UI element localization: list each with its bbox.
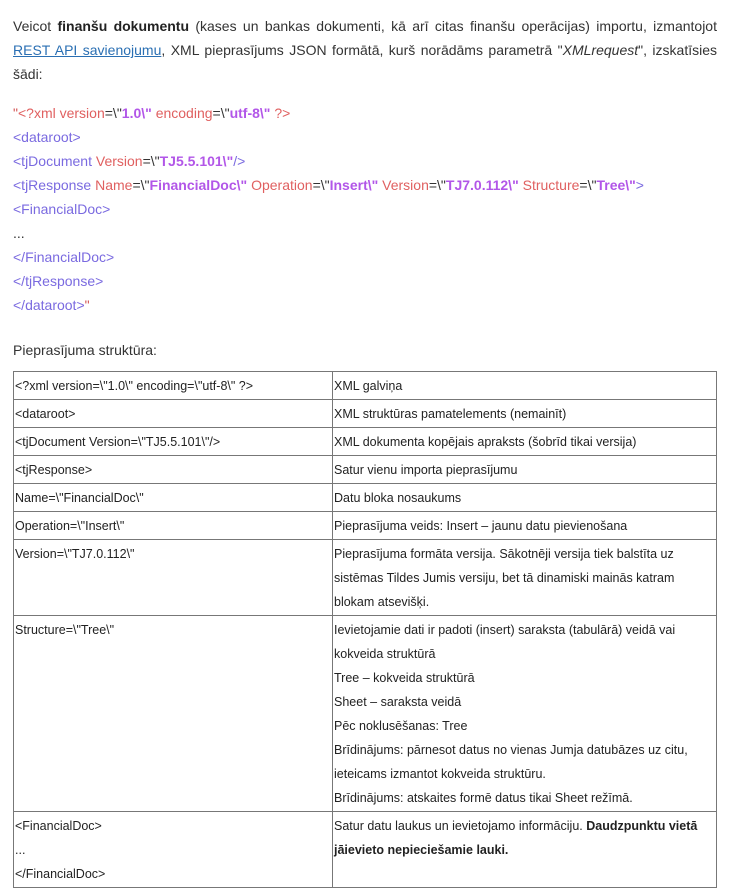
intro-text-2: (kases un bankas dokumenti, kā arī citas finanšu operācijas) importu, izmantojot [189,18,717,34]
intro-bold-financial-docs: finanšu dokumentu [57,18,190,34]
table-cell-key [14,428,333,456]
code-line-7: </FinancialDoc> [13,249,115,265]
intro-param-name: XMLrequest [562,42,639,58]
table-cell-key [14,400,333,428]
structure-subheading: Pieprasījuma struktūra: [13,342,157,358]
table-row [14,812,717,888]
description-line: kokveida struktūrā [334,647,436,661]
description-line: Brīdinājums: pārnesot datus no vienas Jumja datubāzes uz citu, [334,743,688,757]
key-line: <?xml version=\"1.0\" encoding=\"utf-8\" ?> [15,379,254,393]
code-line-4: <tjResponse Name=\"FinancialDoc\" Operation=\"Insert\" Version=\"TJ7.0.112\" Structure=\"Tree\"> [13,177,644,193]
key-line: Structure=\"Tree\" [15,623,115,637]
table-cell-key [14,456,333,484]
table-cell-key [14,812,333,888]
table-cell-description [333,400,717,428]
xml-code-block [13,101,717,317]
table-cell-description [333,812,717,888]
table-row [14,456,717,484]
table-cell-description [333,616,717,812]
intro-text-1: Veicot [13,18,58,34]
table-row [14,372,717,400]
table-cell-key [14,616,333,812]
description-line: ieteicams izmantot kokveida struktūru. [334,767,546,781]
table-row [14,428,717,456]
description-line: Datu bloka nosaukums [334,491,462,505]
key-line: <FinancialDoc> [15,819,102,833]
code-line-1: "<?xml version=\"1.0\" encoding=\"utf-8\" ?> [13,105,291,121]
key-line: Name=\"FinancialDoc\" [15,491,144,505]
table-cell-description [333,512,717,540]
table-row [14,512,717,540]
description-line: Pieprasījuma veids: Insert – jaunu datu pievienošana [334,519,628,533]
code-line-3: <tjDocument Version=\"TJ5.5.101\"/> [13,153,246,169]
description-line: Ievietojamie dati ir padoti (insert) saraksta (tabulārā) veidā vai [334,623,676,637]
description-line: Satur vienu importa pieprasījumu [334,463,518,477]
description-line: sistēmas Tildes Jumis versiju, bet tā dinamiski mainās katram [334,571,675,585]
key-line: Operation=\"Insert\" [15,519,125,533]
description-line: XML galviņa [334,379,403,393]
description-line: XML struktūras pamatelements (nemainīt) [334,407,567,421]
table-cell-description [333,456,717,484]
intro-text-3: , XML pieprasījums JSON formātā, kurš norādāms parametrā " [161,42,563,58]
table-cell-key [14,512,333,540]
table-row [14,540,717,616]
table-cell-key [14,372,333,400]
intro-paragraph [13,14,717,86]
description-bold-note: Daudzpunktu vietā jāievieto nepieciešamie lauki. [334,819,698,857]
description-line: Brīdinājums: atskaites formē datus tikai Sheet režīmā. [334,791,633,805]
table-cell-description [333,372,717,400]
table-cell-key [14,540,333,616]
key-line: </FinancialDoc> [15,867,106,881]
description-text: Satur datu laukus un ievietojamo informāciju. [334,819,587,833]
key-line: ... [15,843,26,857]
description-line: Tree – kokveida struktūrā [334,671,475,685]
description-line: Sheet – saraksta veidā [334,695,462,709]
key-line: <tjResponse> [15,463,93,477]
table-row [14,616,717,812]
intro-text-4: ", izskatīsies šādi: [13,42,718,82]
description-line: blokam atsevišķi. [334,595,430,609]
table-cell-description [333,428,717,456]
structure-table [13,371,717,888]
code-line-6: ... [13,225,25,241]
table-row [14,400,717,428]
rest-api-link[interactable]: REST API savienojumu [13,42,162,58]
code-line-5: <FinancialDoc> [13,201,111,217]
code-line-8: </tjResponse> [13,273,104,289]
key-line: <tjDocument Version=\"TJ5.5.101\"/> [15,435,221,449]
key-line: Version=\"TJ7.0.112\" [15,547,135,561]
table-row [14,484,717,512]
code-line-9: </dataroot>" [13,297,90,313]
description-line: Pēc noklusēšanas: Tree [334,719,468,733]
description-line: XML dokumenta kopējais apraksts (šobrīd tikai versija) [334,435,637,449]
code-line-2: <dataroot> [13,129,81,145]
table-cell-description [333,484,717,512]
table-cell-key [14,484,333,512]
description-line [334,814,715,862]
key-line: <dataroot> [15,407,76,421]
table-cell-description [333,540,717,616]
description-line: Pieprasījuma formāta versija. Sākotnēji versija tiek balstīta uz [334,547,674,561]
